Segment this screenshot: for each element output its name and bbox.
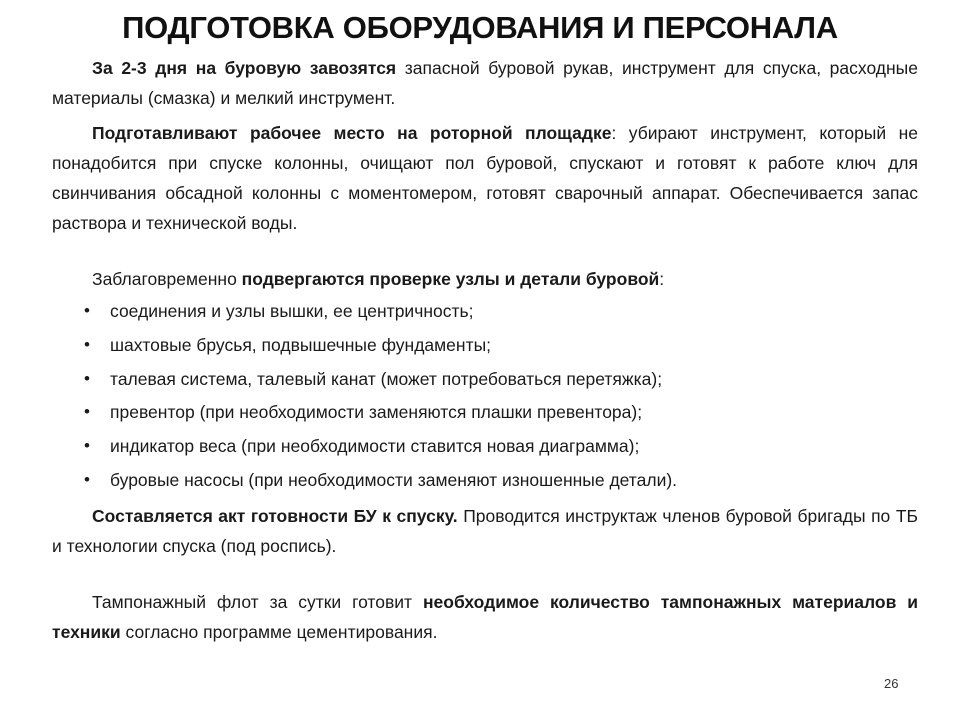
bullet-icon: • xyxy=(84,402,90,422)
list-item-text: индикатор веса (при необходимости ставится новая диаграмма); xyxy=(110,436,640,457)
list-item xyxy=(52,397,918,427)
list-item-text: соединения и узлы вышки, ее центричность; xyxy=(110,301,474,321)
paragraph-delivery-bold: За 2-3 дня на буровую завозятся xyxy=(92,58,397,78)
inspection-list xyxy=(52,296,918,495)
paragraph-delivery xyxy=(52,53,918,113)
paragraph-cementing-bold: необходимое количество тампонажных материалов и техники xyxy=(52,591,919,642)
list-item-text: буровые насосы (при необходимости заменяют изношенные детали). xyxy=(110,469,678,490)
bullet-icon: • xyxy=(84,469,90,489)
bullet-icon: • xyxy=(84,436,90,456)
paragraph-workplace-text: : убирают инструмент, который не понадобится при спуске колонны, очищают пол буровой, спускают и готовят к работе ключ для свинчивания обсадной колонны с моментомером, готовят сварочный аппарат. Обеспечивается запас раствора и технической воды. xyxy=(52,123,919,233)
paragraph-workplace xyxy=(52,118,918,238)
list-item xyxy=(52,431,918,461)
page-number: 26 xyxy=(884,676,899,691)
list-item xyxy=(52,330,918,360)
paragraph-inspection-bold: подвергаются проверке узлы и детали буровой xyxy=(241,269,660,289)
paragraph-cementing-pre: Тампонажный флот за сутки готовит xyxy=(92,591,423,612)
paragraph-cementing-post: согласно программе цементирования. xyxy=(120,621,438,642)
paragraph-readiness-text: Проводится инструктаж членов буровой бригады по ТБ и технологии спуска (под роспись). xyxy=(52,505,918,556)
slide-content xyxy=(52,53,918,647)
spacer xyxy=(52,238,918,264)
slide-title: ПОДГОТОВКА ОБОРУДОВАНИЯ И ПЕРСОНАЛА xyxy=(122,10,838,45)
list-item-text: талевая система, талевый канат (может потребоваться перетяжка); xyxy=(110,368,663,389)
paragraph-inspection-pre: Заблаговременно xyxy=(92,269,242,289)
paragraph-delivery-text: запасной буровой рукав, инструмент для спуска, расходные материалы (смазка) и мелкий инструмент. xyxy=(52,58,918,108)
bullet-icon: • xyxy=(84,368,90,388)
paragraph-readiness-bold: Составляется акт готовности БУ к спуску. xyxy=(92,505,458,526)
list-item-text: превентор (при необходимости заменяются плашки превентора); xyxy=(110,402,643,423)
spacer xyxy=(52,561,918,587)
list-item xyxy=(52,296,918,326)
paragraph-readiness xyxy=(52,501,918,561)
bullet-icon: • xyxy=(84,334,90,354)
paragraph-cementing xyxy=(52,587,918,647)
list-item-text: шахтовые брусья, подвышечные фундаменты; xyxy=(110,334,492,355)
list-item xyxy=(52,364,918,394)
paragraph-inspection xyxy=(52,264,918,294)
paragraph-inspection-post: : xyxy=(659,269,665,289)
list-item xyxy=(52,465,918,495)
bullet-icon: • xyxy=(84,301,90,320)
paragraph-workplace-bold: Подготавливают рабочее место на роторной площадке xyxy=(92,123,612,143)
